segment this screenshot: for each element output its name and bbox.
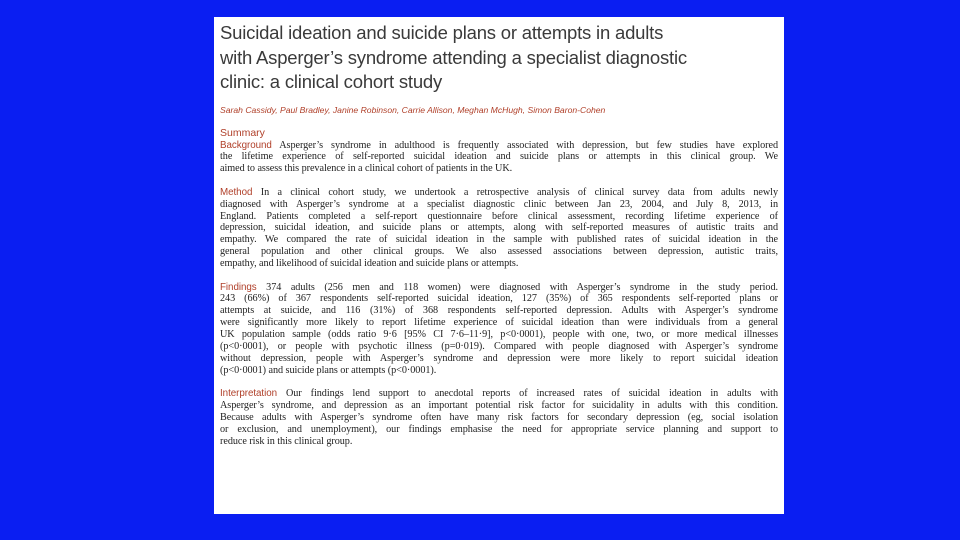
section-label: Interpretation — [220, 388, 278, 400]
section-line: or exclusion, and unemployment), our findings emphasise the need for appropriate service planning and support to — [220, 424, 778, 436]
section-line — [220, 388, 778, 400]
section-line — [220, 187, 778, 199]
section-line: (p<0·0001) and suicide plans or attempts (p<0·0001). — [220, 364, 437, 376]
section-line: general population and other clinical groups. We also assessed associations between depression, autistic traits, — [220, 246, 778, 258]
section-findings — [220, 282, 778, 377]
section-label: Method — [220, 186, 253, 198]
section-line: diagnosed with Asperger’s syndrome at a specialist diagnostic clinic between Jan 23, 2004, and July 8, 2013, in — [220, 198, 778, 210]
section-line: the lifetime experience of self-reported suicidal ideation and suicide plans or attempts in this clinical group. We — [220, 151, 778, 163]
section-line: Asperger’s syndrome, and depression as an important potential risk factor for suicidality in adults with this condition. — [220, 400, 778, 412]
section-line: aimed to assess this prevalence in a clinical cohort of patients in the UK. — [220, 163, 513, 175]
section-label: Findings — [220, 281, 257, 293]
paper-page — [214, 17, 784, 514]
section-line: empathy, and likelihood of suicidal ideation and suicide plans or attempts. — [220, 258, 519, 270]
paper-title — [220, 21, 778, 95]
author-list: Sarah Cassidy, Paul Bradley, Janine Robinson, Carrie Allison, Meghan McHugh, Simon Baron-Cohen — [220, 104, 606, 115]
title-line: Suicidal ideation and suicide plans or attempts in adults — [220, 22, 664, 43]
section-line: Because adults with Asperger’s syndrome often have many risk factors for secondary depression (eg, social isolation — [220, 412, 778, 424]
section-text: In a clinical cohort study, we undertook a retrospective analysis of clinical survey data from adults newly — [252, 186, 778, 198]
section-line — [220, 282, 778, 294]
section-interpretation — [220, 388, 778, 448]
section-line — [220, 140, 778, 152]
summary-heading: Summary — [220, 126, 265, 139]
section-background — [220, 140, 778, 176]
title-line: with Asperger’s syndrome attending a specialist diagnostic — [220, 46, 687, 68]
title-line: clinic: a clinical cohort study — [220, 71, 443, 92]
section-text: Asperger’s syndrome in adulthood is frequently associated with depression, but few studies have explored — [271, 139, 778, 151]
section-label: Background — [220, 139, 272, 151]
section-line: reduce risk in this clinical group. — [220, 435, 353, 447]
section-line: depression, suicidal ideation, and suicide plans or attempts, along with self-reported measures of autistic traits and — [220, 222, 778, 234]
section-line: (p<0·0001), or people with psychotic illness (p=0·019). Compared with people diagnosed with Asperger’s syndrome — [220, 341, 778, 353]
section-line: England. Patients completed a self-report questionnaire before clinical assessment, recording lifetime experience of — [220, 210, 778, 222]
section-line: without depression, people with Asperger’s syndrome and depression were more likely to report suicidal ideation — [220, 353, 778, 364]
section-line: attempts at suicide, and 116 (31%) of 368 respondents self-reported depression. Adults with Asperger’s syndrome — [220, 305, 778, 317]
section-line: empathy. We compared the rate of suicidal ideation in the sample with published rates of suicidal ideation in the — [220, 234, 778, 246]
section-line: UK population sample (odds ratio 9·6 [95% CI 7·6–11·9], p<0·0001), people with one, two, or more medical illnesses — [220, 329, 778, 341]
section-text: 374 adults (256 men and 118 women) were diagnosed with Asperger’s syndrome in the study period. — [256, 281, 778, 293]
section-text: Our findings lend support to anecdotal reports of increased rates of suicidal ideation in adults with — [277, 388, 778, 400]
section-line: were significantly more likely to report lifetime experience of suicidal ideation than were individuals from a general — [220, 317, 778, 329]
abstract-sections — [220, 140, 778, 448]
section-method — [220, 187, 778, 270]
section-line: 243 (66%) of 367 respondents self-reported suicidal ideation, 127 (35%) of 365 respondents self-reported plans or — [220, 293, 778, 305]
